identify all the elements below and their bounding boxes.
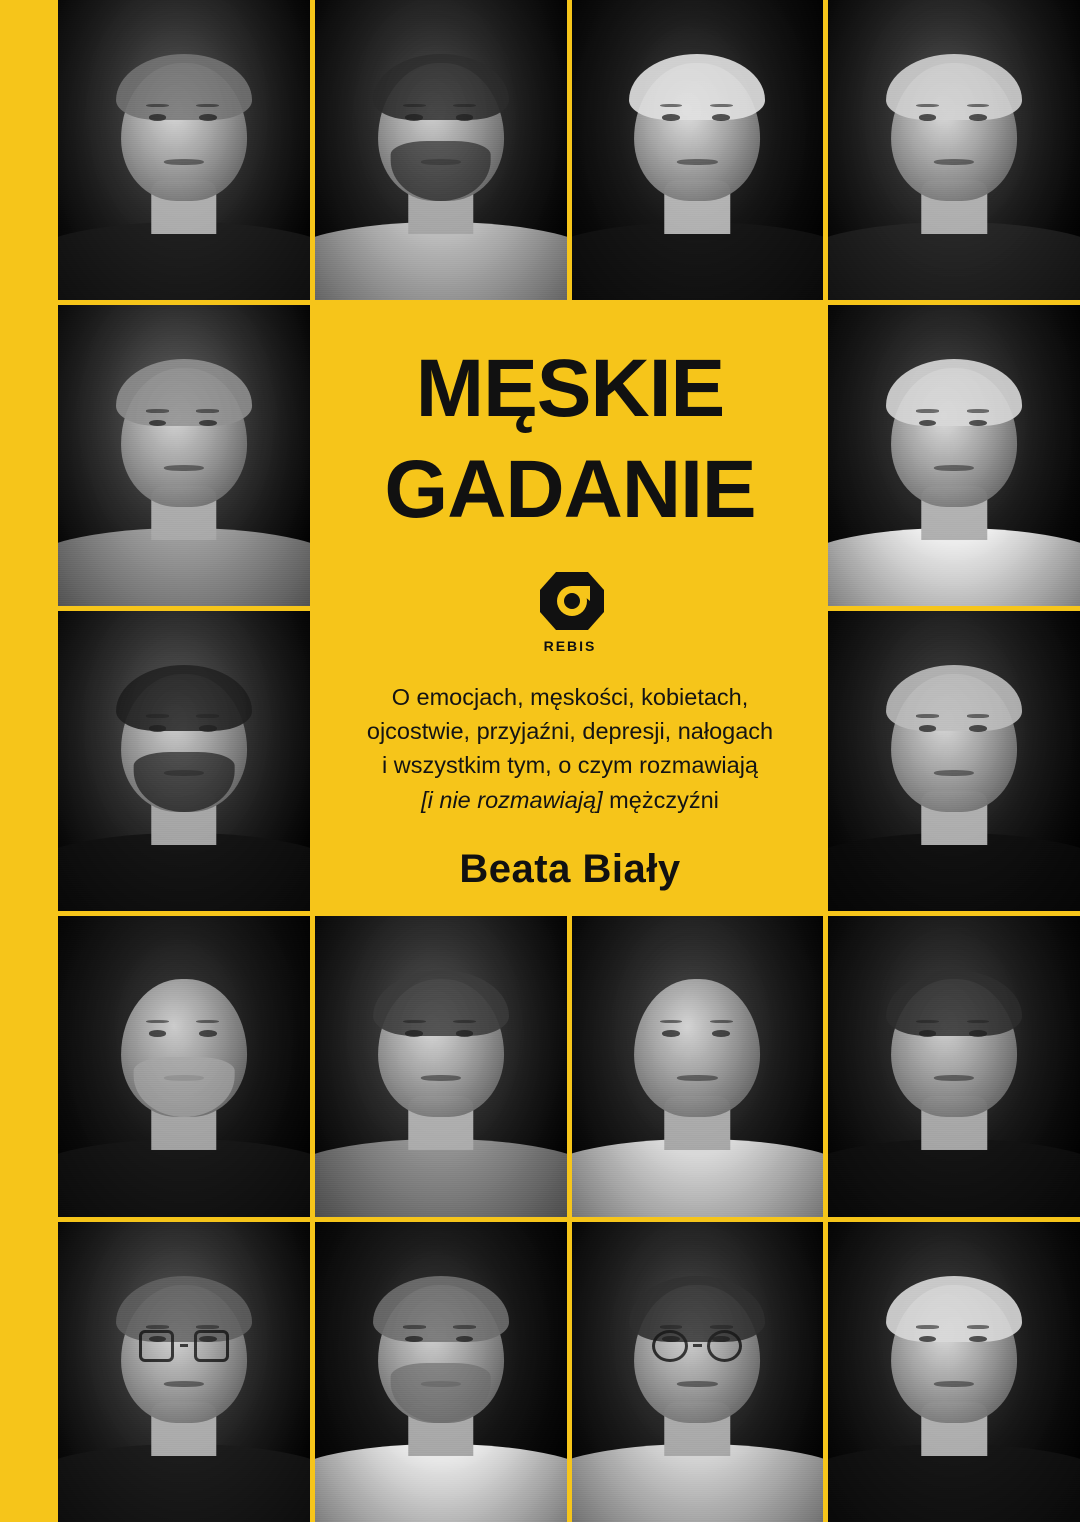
portrait-photo <box>58 611 310 911</box>
portrait-photo <box>828 1222 1080 1522</box>
portrait-grain <box>58 611 310 911</box>
subtitle-italic-phrase: [i nie rozmawiają] <box>421 786 603 813</box>
portrait-photo <box>58 916 310 1216</box>
portrait-grain <box>315 1222 567 1522</box>
portrait-grain <box>572 916 824 1216</box>
portrait-photo <box>828 0 1080 300</box>
subtitle-tail: mężczyźni <box>602 786 719 813</box>
portrait-grain <box>572 0 824 300</box>
portrait-grain <box>315 0 567 300</box>
subtitle-block <box>367 680 773 817</box>
portrait-photo <box>315 916 567 1216</box>
portrait-photo <box>572 0 824 300</box>
subtitle-line: i wszystkim tym, o czym rozmawiają <box>381 752 759 779</box>
subtitle-line-last <box>367 783 773 817</box>
portrait-grain <box>828 916 1080 1216</box>
subtitle-line: ojcostwie, przyjaźni, depresji, nałogach <box>366 718 774 745</box>
portrait-grain <box>828 305 1080 605</box>
cover-spine-strip <box>0 0 58 1522</box>
title-panel <box>318 312 822 910</box>
portrait-photo <box>572 916 824 1216</box>
publisher-name: REBIS <box>543 637 597 654</box>
portrait-grain <box>58 0 310 300</box>
portrait-photo <box>315 0 567 300</box>
rebis-diamond-logo-icon <box>532 568 608 634</box>
author-name: Beata Biały <box>459 847 681 891</box>
portrait-photo <box>58 305 310 605</box>
subtitle-line: O emocjach, męskości, kobietach, <box>391 683 749 710</box>
portrait-photo <box>58 1222 310 1522</box>
portrait-grain <box>828 611 1080 911</box>
portrait-photo <box>315 1222 567 1522</box>
portrait-grain <box>58 1222 310 1522</box>
portrait-photo <box>828 611 1080 911</box>
portrait-grain <box>828 1222 1080 1522</box>
portrait-grain <box>58 916 310 1216</box>
portrait-photo <box>58 0 310 300</box>
portrait-photo <box>828 916 1080 1216</box>
title-line-1: MĘSKIE <box>415 343 725 434</box>
portrait-grain <box>572 1222 824 1522</box>
publisher-logo <box>532 568 608 654</box>
title-line-2: GADANIE <box>384 443 756 535</box>
portrait-grain <box>58 305 310 605</box>
portrait-photo <box>828 305 1080 605</box>
portrait-photo <box>572 1222 824 1522</box>
portrait-grain <box>315 916 567 1216</box>
portrait-grain <box>828 0 1080 300</box>
